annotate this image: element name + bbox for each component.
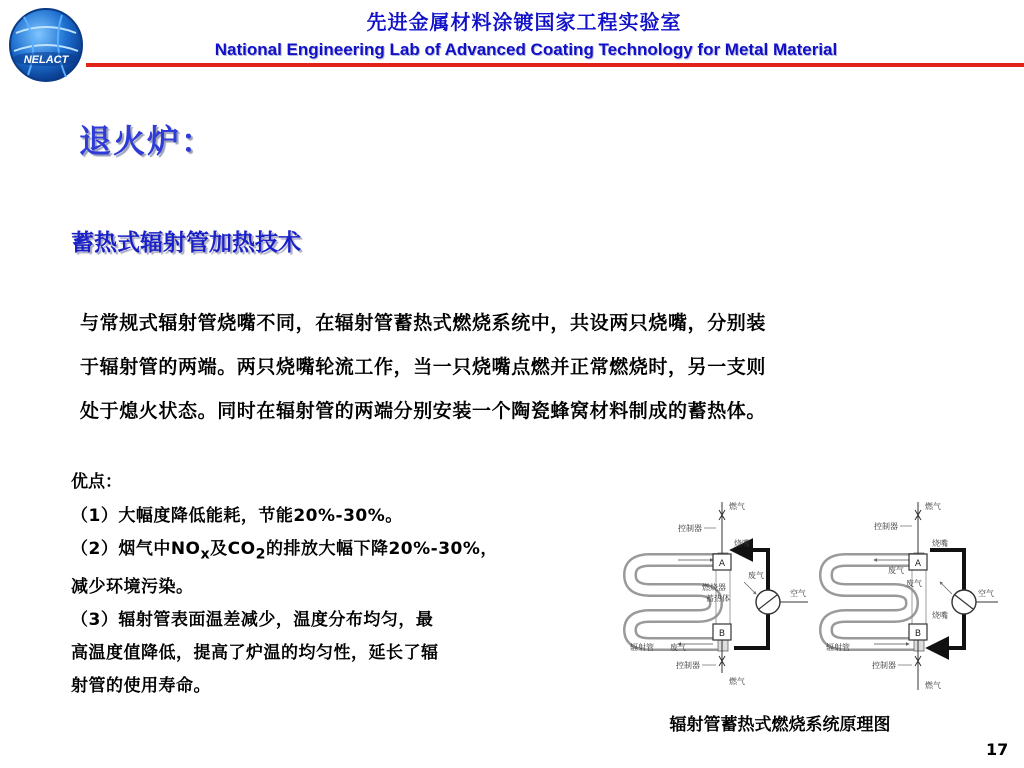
label-fuel-top-left: 燃气 [729, 502, 745, 511]
advantages-list [71, 467, 571, 703]
label-exhaust-mid-right: 废气 [906, 579, 922, 588]
intro-line: 处于熄火状态。同时在辐射管的两端分别安装一个陶瓷蜂窝材料制成的蓄热体。 [80, 400, 767, 422]
regenerative-burner-diagram [618, 498, 998, 698]
valve-b-label-left: B [718, 629, 726, 639]
section-title: 蓄热式辐射管加热技术 [71, 230, 301, 256]
header-rule [86, 63, 1024, 67]
label-regenerator-left: 蓄热体 [706, 594, 730, 603]
label-fuel-top-right: 燃气 [925, 502, 941, 511]
label-exhaust-top-right: 废气 [888, 566, 904, 575]
advantage-item-3-line: （3）辐射管表面温差减少，温度分布均匀，最 [71, 610, 434, 631]
advantage-item-3-line: 射管的使用寿命。 [71, 676, 211, 697]
header-title-en: National Engineering Lab of Advanced Coating Technology for Metal Material [214, 40, 838, 59]
advantage-2-sub-x: x [200, 546, 211, 563]
advantage-2-text-c: 的排放大幅下降20%-30%， [265, 539, 498, 559]
page-number: 17 [986, 740, 1009, 759]
label-air-right: 空气 [978, 589, 994, 598]
label-exhaust-mid-left: 废气 [748, 571, 764, 580]
advantages-heading: 优点： [71, 472, 122, 492]
page-title: 退火炉： [79, 122, 216, 160]
label-controller-bottom-right: 控制器 [872, 661, 896, 670]
valve-a-label-right: A [914, 559, 922, 569]
intro-paragraph [80, 301, 992, 433]
valve-b-label-right: B [914, 629, 922, 639]
advantage-item-2-cont: 减少环境污染。 [71, 577, 194, 598]
valve-a-label-left: A [718, 559, 726, 569]
advantage-item-1: （1）大幅度降低能耗，节能20%-30%。 [71, 506, 403, 526]
advantage-item-2 [71, 533, 571, 571]
label-combustor-left: 燃烧器 [702, 583, 726, 592]
label-burner-bottom-right: 烧嘴 [932, 611, 948, 620]
label-radiant-tube-right: 辐射管 [826, 643, 850, 652]
diagram-right-unit [826, 501, 998, 690]
label-controller-bottom-left: 控制器 [676, 661, 700, 670]
label-radiant-tube-left: 辐射管 [630, 643, 654, 652]
label-exhaust-bottom-left: 废气 [670, 643, 686, 652]
advantage-2-sub-2: 2 [255, 546, 266, 563]
label-fuel-bottom-left: 燃气 [729, 677, 745, 686]
intro-line: 于辐射管的两端。两只烧嘴轮流工作，当一只烧嘴点燃并正常燃烧时，另一支则 [80, 356, 767, 378]
diagram-caption: 辐射管蓄热式燃烧系统原理图 [669, 715, 891, 735]
label-fuel-bottom-right: 燃气 [925, 681, 941, 690]
header-title-cn: 先进金属材料涂镀国家工程实验室 [366, 10, 682, 34]
logo-text: NELACT [23, 54, 69, 66]
label-air-left: 空气 [790, 589, 806, 598]
advantage-item-3-line: 高温度值降低，提高了炉温的均匀性，延长了辐 [71, 643, 439, 664]
advantage-2-text-a: （2）烟气中NO [71, 539, 201, 559]
advantage-2-text-b: 及CO [210, 539, 256, 559]
diagram-left-unit [630, 501, 808, 686]
label-burner-left: 烧嘴 [734, 539, 750, 548]
label-burner-top-right: 烧嘴 [932, 539, 948, 548]
label-controller-top-right: 控制器 [874, 522, 898, 531]
intro-line: 与常规式辐射管烧嘴不同，在辐射管蓄热式燃烧系统中，共设两只烧嘴，分别装 [80, 312, 767, 334]
label-controller-top-left: 控制器 [678, 524, 702, 533]
